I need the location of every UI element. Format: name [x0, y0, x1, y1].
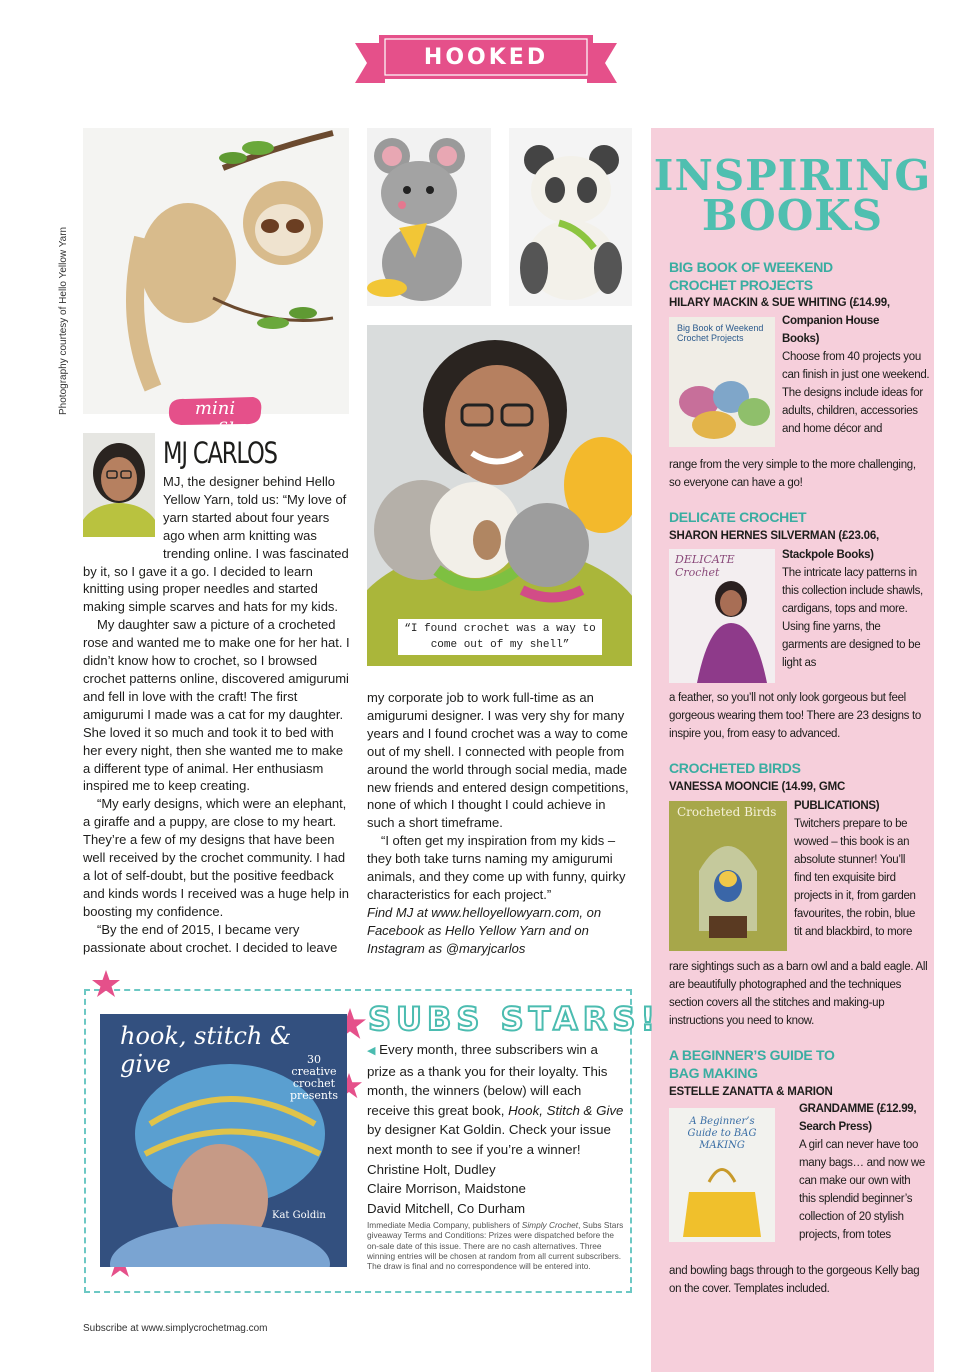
book-2-author-cont: Stackpole Books) [782, 549, 874, 561]
star-decoration-icon [92, 970, 120, 998]
footer-subscribe: Subscribe at www.simplycrochetmag.com [83, 1323, 268, 1334]
cover-subtitle: 30 creative crochet presents [289, 1053, 339, 1102]
book-3-desc-cont: rare sightings such as a barn owl and a bald eagle. All are beautifully photographed and the techniques section covers all the stitches and making-up instructions you need to know. [669, 961, 928, 1027]
book-1-title: BIG BOOK OF WEEKEND CROCHET PROJECTS [669, 259, 833, 293]
book-3-author: VANESSA MOONCIE (14.99, GMC [669, 781, 846, 793]
cover-title: hook, stitch & give [120, 1022, 292, 1078]
book-3-author-cont: PUBLICATIONS) [794, 800, 880, 812]
book-3-desc: Twitchers prepare to be wowed – this book is an absolute stunner! You’ll find ten exquisite bird projects in it, from garden favourites, the robin, blue tit and blackbird, to more [794, 818, 916, 938]
cover-author: Kat Goldin [272, 1210, 326, 1221]
panda-photo [509, 128, 632, 306]
profile-name: MJ CARLOS [163, 436, 277, 470]
winner-2: Claire Morrison, Maidstone [367, 1181, 526, 1197]
winner-1: Christine Holt, Dudley [367, 1161, 496, 1177]
book-4-desc: A girl can never have too many bags… and now we can make our own with this splendid beginner’s collection of 20 stylish projects, from totes [799, 1139, 926, 1241]
arrow-left-icon: ◀ [367, 1045, 376, 1057]
book-4-title: A BEGINNER’S GUIDE TO BAG MAKING [669, 1047, 835, 1081]
book-1-author-cont: Companion House Books) [782, 315, 880, 345]
book-1-cover: Big Book of Weekend Crochet Projects [669, 317, 775, 447]
book-2-author: SHARON HERNES SILVERMAN (£23.06, [669, 530, 880, 542]
book-2-title: DELICATE CROCHET [669, 509, 807, 525]
article-column-2 [367, 689, 633, 958]
book-4-cover: A Beginner’s Guide to BAG MAKING [669, 1108, 775, 1242]
article-para-2: My daughter saw a picture of a crocheted rose and wanted me to make one for her hat. I didn’t know how to crochet, so I browsed crochet patterns online, discovered amigurumi and fell in love with the craft! The first amigurumi I made was a cat for my daughter. She loved it so much and took it to bed with her every night, then she wanted me to make a different type of animal. Her enthusiasm inspired me to keep creating. [83, 617, 350, 794]
book-2-desc: The intricate lacy patterns in this collection include shawls, cardigans, tops and more. Using fine yarns, the garments are designed to be light as [782, 567, 923, 669]
subs-stars-text: ◀ Every month, three subscribers win a prize as a thank you for their loyalty. This month, the winners (below) will each receive this great book, Hook, Stitch & Give by designer Kat Goldin. Check your issue next month to see if you’re a winner! Christine Holt, Dudley Claire Morrison, Maidstone David Mitchell, Co Durham [367, 1040, 627, 1218]
designer-portrait-photo [367, 325, 632, 666]
article-para-1: MJ, the designer behind Hello Yellow Yarn, told us: “My love of yarn started about four years ago when arm knitting was trending online. I was fascinated by it, so I gave it a go. I decided to learn knitting using proper needles and started making simple scarves and hats for my kids. [83, 474, 349, 615]
article-para-4: “By the end of 2015, I became very passionate about crochet. I decided to leave [83, 921, 338, 955]
inspiring-books-sidebar [651, 128, 934, 1372]
mouse-photo [367, 128, 491, 306]
sloth-photo [83, 128, 349, 414]
subs-stars-title: SUBS STARS! [368, 1000, 661, 1038]
section-banner [355, 35, 617, 85]
article-para-5: “I often get my inspiration from my kids – they both take turns naming my amigurumi animals, and they come up with funny, quirky characteristics for each project.” [367, 833, 626, 902]
subs-terms: Immediate Media Company, publishers of Simply Crochet, Subs Stars giveaway Terms and Conditions: Prizes were dispatched before the on-sale date of this issue. There are no cash alternatives. Three winning entries will be chosen at random from all current subscribers. The draw is final and no correspondence will be entered into. [367, 1220, 624, 1272]
article-find-mj: Find MJ at www.helloyellowyarn.com, on Facebook as Hello Yellow Yarn and on Instagram as @maryjcarlos [367, 904, 602, 956]
article-column-1-main [83, 473, 351, 957]
hook-stitch-give-cover [100, 1014, 347, 1267]
book-3-cover: Crocheted Birds [669, 801, 787, 951]
book-1-author: HILARY MACKIN & SUE WHITING (£14.99, [669, 297, 890, 309]
book-3-title: CROCHETED BIRDS [669, 760, 801, 776]
banner-label: HOOKED [423, 45, 549, 70]
book-1-desc-cont: range from the very simple to the more challenging, so everyone can have a go! [669, 459, 916, 489]
article-para-4-cont: my corporate job to work full-time as an amigurumi designer. I was very shy for many years and I found crochet was a way to come out of my shell. I connected with people from around the world through social media, made new friends and entered design competitions, none of which I thought I could achieve in such a short timeframe. [367, 690, 629, 831]
mini-profile-label: mini profile [185, 398, 245, 440]
book-1-desc: Choose from 40 projects you can finish in just one weekend. The designs include ideas for adults, children, accessories and home décor and [782, 351, 930, 435]
book-2-cover: DELICATE Crochet [669, 549, 775, 683]
book-4-author-cont: GRANDAMME (£12.99, Search Press) [799, 1103, 917, 1133]
book-2-desc-cont: a feather, so you’ll not only look gorgeous but feel gorgeous wearing them too! There are 23 designs to inspire you, from easy to advanced. [669, 692, 922, 740]
book-4-author: ESTELLE ZANATTA & MARION [669, 1086, 833, 1098]
photo-credit: Photography courtesy of Hello Yellow Yarn [58, 226, 69, 415]
book-4-desc-cont: and bowling bags through to the gorgeous Kelly bag on the cover. Templates included. [669, 1265, 920, 1295]
article-para-3: “My early designs, which were an elephant, a giraffe and a puppy, are close to my heart. They’re a few of my designs that have been well received by the crochet community. I had a lot of self-doubt, but the positive feedback and kinds words I received was a huge help in boosting my confidence. [83, 796, 349, 919]
pull-quote: “I found crochet was a way to come out of my shell” [398, 619, 602, 655]
winner-3: David Mitchell, Co Durham [367, 1200, 526, 1216]
mini-profile-badge [165, 395, 265, 440]
sidebar-title-line1: INSPIRING [653, 151, 932, 200]
sidebar-title-line2: BOOKS [701, 191, 884, 240]
